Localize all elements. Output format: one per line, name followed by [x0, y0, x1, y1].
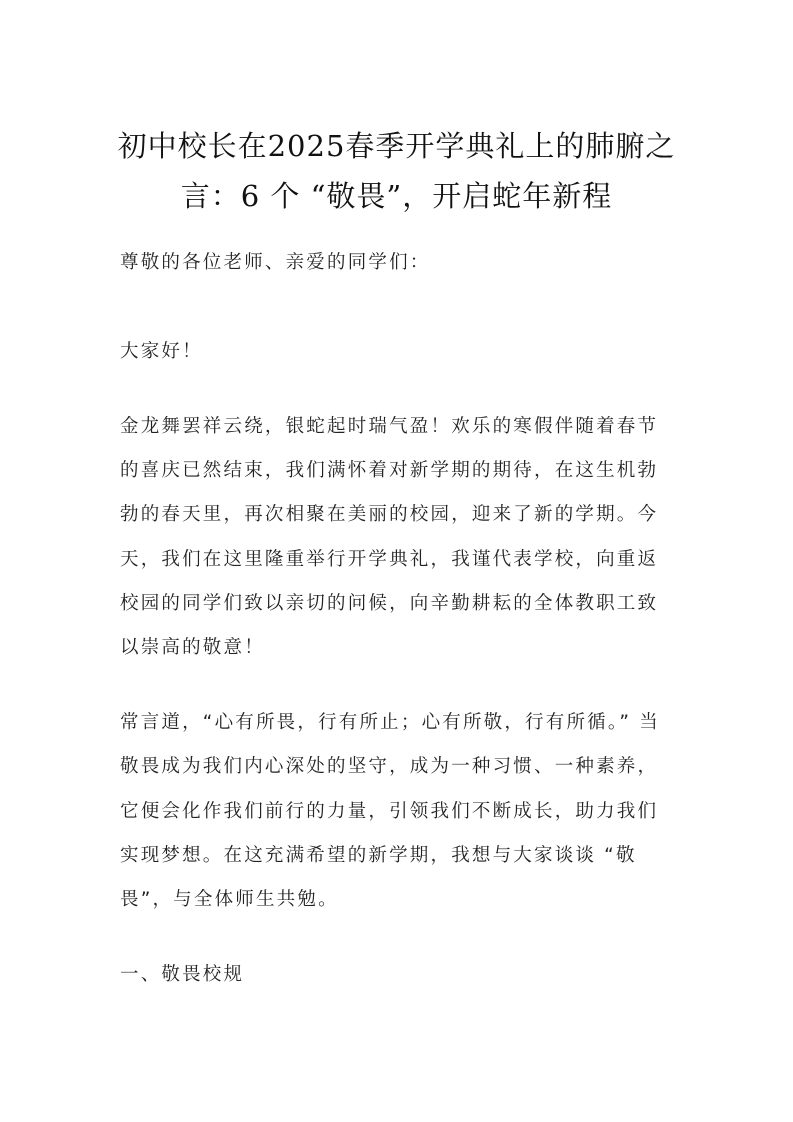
hello: 大家好！	[120, 341, 203, 362]
greeting: 尊敬的各位老师、亲爱的同学们：	[120, 252, 431, 273]
paragraph-2-line: 实现梦想。在这充满希望的新学期，我想与大家谈谈 “敬	[120, 845, 637, 866]
paragraph-2-line: 畏”，与全体师生共勉。	[120, 889, 339, 910]
document-title-line-2: 言：6 个 “敬畏”，开启蛇年新程	[180, 179, 613, 213]
paragraph-1-line: 的喜庆已然结束，我们满怀着对新学期的期待，在这生机勃	[120, 460, 659, 481]
document-title-line-1: 初中校长在2025春季开学典礼上的肺腑之	[117, 129, 676, 163]
paragraph-1-line: 天，我们在这里隆重举行开学典礼，我谨代表学校，向重返	[120, 549, 659, 570]
paragraph-1-line: 校园的同学们致以亲切的问候，向辛勤耕耘的全体教职工致	[120, 593, 659, 614]
section-heading: 一、敬畏校规	[120, 964, 245, 985]
paragraph-2-line: 常言道，“心有所畏，行有所止；心有所敬，行有所循。” 当	[120, 712, 660, 733]
paragraph-1-line: 以崇高的敬意！	[120, 637, 265, 658]
paragraph-1-line: 金龙舞罢祥云绕，银蛇起时瑞气盈！欢乐的寒假伴随着春节	[120, 416, 659, 437]
paragraph-1-line: 勃的春天里，再次相聚在美丽的校园，迎来了新的学期。今	[120, 504, 659, 525]
paragraph-2-line: 敬畏成为我们内心深处的坚守，成为一种习惯、一种素养，	[120, 756, 659, 777]
paragraph-2-line: 它便会化作我们前行的力量，引领我们不断成长，助力我们	[120, 801, 659, 822]
